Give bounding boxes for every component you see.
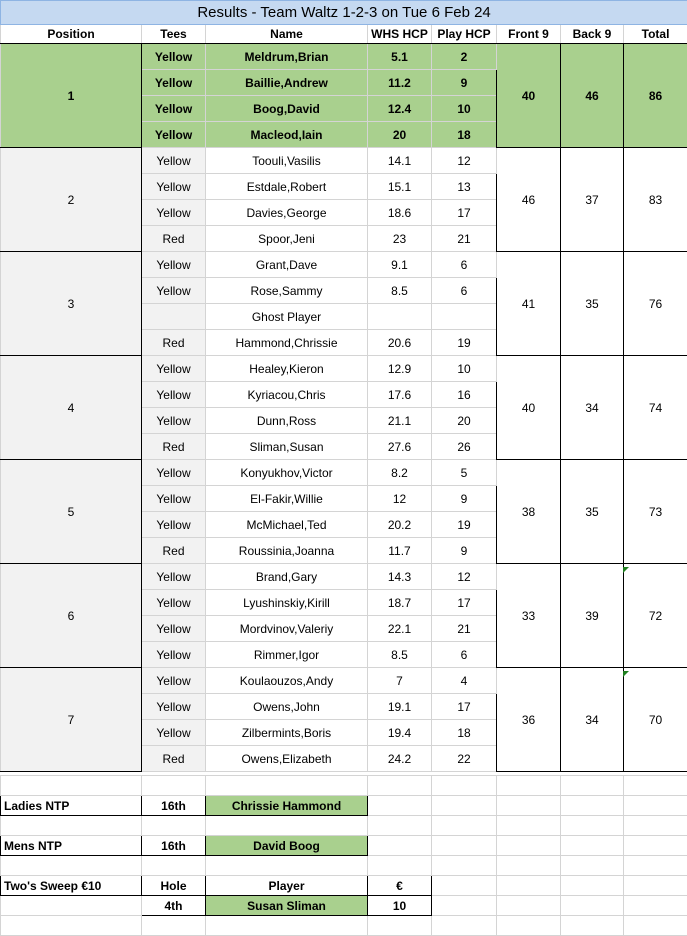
player-play-hcp[interactable]: 22 — [432, 746, 497, 772]
player-whs-hcp[interactable]: 7 — [368, 668, 432, 694]
team-position[interactable]: 1 — [1, 44, 142, 148]
player-play-hcp[interactable]: 9 — [432, 486, 497, 512]
player-play-hcp[interactable]: 10 — [432, 96, 497, 122]
player-play-hcp[interactable]: 5 — [432, 460, 497, 486]
player-tees[interactable]: Yellow — [142, 122, 206, 148]
player-tees[interactable]: Red — [142, 746, 206, 772]
player-whs-hcp[interactable]: 20 — [368, 122, 432, 148]
twos-sweep-amount[interactable]: 10 — [368, 896, 432, 916]
extras-table — [0, 775, 687, 936]
player-play-hcp[interactable]: 17 — [432, 200, 497, 226]
player-name[interactable]: Grant,Dave — [206, 252, 368, 278]
col-back9-header[interactable]: Back 9 — [561, 25, 624, 44]
player-tees[interactable]: Yellow — [142, 694, 206, 720]
team-total[interactable]: 83 — [624, 148, 687, 252]
col-total-header[interactable]: Total — [624, 25, 687, 44]
team-position[interactable]: 2 — [1, 148, 142, 252]
player-whs-hcp[interactable]: 11.2 — [368, 70, 432, 96]
player-row — [1, 44, 687, 70]
player-whs-hcp[interactable]: 19.4 — [368, 720, 432, 746]
player-name[interactable]: Kyriacou,Chris — [206, 382, 368, 408]
player-whs-hcp[interactable]: 5.1 — [368, 44, 432, 70]
team-front9[interactable]: 33 — [497, 564, 561, 668]
team-total[interactable]: 72 — [624, 564, 687, 668]
player-play-hcp[interactable]: 9 — [432, 538, 497, 564]
player-name[interactable]: Toouli,Vasilis — [206, 148, 368, 174]
player-name[interactable]: McMichael,Ted — [206, 512, 368, 538]
col-whs-hcp-header[interactable]: WHS HCP — [368, 25, 432, 44]
player-whs-hcp[interactable]: 27.6 — [368, 434, 432, 460]
player-tees[interactable]: Yellow — [142, 356, 206, 382]
ladies-ntp-hole[interactable]: 16th — [142, 796, 206, 816]
team-back9[interactable]: 37 — [561, 148, 624, 252]
ladies-ntp-row — [1, 796, 687, 816]
player-whs-hcp[interactable]: 9.1 — [368, 252, 432, 278]
player-tees[interactable]: Yellow — [142, 564, 206, 590]
team-back9[interactable]: 35 — [561, 460, 624, 564]
player-whs-hcp[interactable]: 11.7 — [368, 538, 432, 564]
twos-sweep-hole[interactable]: 4th — [142, 896, 206, 916]
player-whs-hcp[interactable]: 14.1 — [368, 148, 432, 174]
player-name[interactable]: Brand,Gary — [206, 564, 368, 590]
player-tees[interactable]: Yellow — [142, 200, 206, 226]
player-name[interactable]: Roussinia,Joanna — [206, 538, 368, 564]
player-play-hcp[interactable]: 21 — [432, 616, 497, 642]
twos-sweep-label[interactable]: Two's Sweep €10 — [1, 876, 142, 896]
team-total[interactable]: 73 — [624, 460, 687, 564]
player-name[interactable]: Owens,John — [206, 694, 368, 720]
player-tees[interactable]: Red — [142, 330, 206, 356]
player-play-hcp[interactable]: 6 — [432, 642, 497, 668]
player-whs-hcp[interactable]: 8.5 — [368, 278, 432, 304]
player-play-hcp[interactable]: 26 — [432, 434, 497, 460]
twos-sweep-header-row — [1, 876, 687, 896]
player-tees[interactable]: Yellow — [142, 616, 206, 642]
player-whs-hcp[interactable]: 19.1 — [368, 694, 432, 720]
player-tees[interactable]: Yellow — [142, 382, 206, 408]
col-tees-header[interactable]: Tees — [142, 25, 206, 44]
player-row — [1, 356, 687, 382]
player-play-hcp[interactable]: 6 — [432, 252, 497, 278]
team-back9[interactable]: 34 — [561, 668, 624, 772]
player-whs-hcp[interactable]: 20.2 — [368, 512, 432, 538]
col-position-header[interactable]: Position — [1, 25, 142, 44]
mens-ntp-winner[interactable]: David Boog — [206, 836, 368, 856]
team-back9[interactable]: 35 — [561, 252, 624, 356]
player-play-hcp[interactable]: 4 — [432, 668, 497, 694]
player-tees[interactable]: Yellow — [142, 278, 206, 304]
player-play-hcp[interactable]: 17 — [432, 590, 497, 616]
player-tees[interactable]: Yellow — [142, 512, 206, 538]
player-name[interactable]: Sliman,Susan — [206, 434, 368, 460]
player-name[interactable]: Owens,Elizabeth — [206, 746, 368, 772]
player-whs-hcp[interactable]: 24.2 — [368, 746, 432, 772]
player-name[interactable]: Spoor,Jeni — [206, 226, 368, 252]
team-front9[interactable]: 36 — [497, 668, 561, 772]
col-play-hcp-header[interactable]: Play HCP — [432, 25, 497, 44]
player-play-hcp[interactable]: 17 — [432, 694, 497, 720]
player-whs-hcp[interactable]: 22.1 — [368, 616, 432, 642]
player-whs-hcp[interactable]: 18.7 — [368, 590, 432, 616]
player-whs-hcp[interactable]: 8.5 — [368, 642, 432, 668]
team-position[interactable]: 7 — [1, 668, 142, 772]
team-position[interactable]: 4 — [1, 356, 142, 460]
player-play-hcp[interactable]: 20 — [432, 408, 497, 434]
player-tees[interactable]: Yellow — [142, 720, 206, 746]
player-tees[interactable]: Yellow — [142, 590, 206, 616]
player-tees[interactable]: Yellow — [142, 44, 206, 70]
mens-ntp-row — [1, 836, 687, 856]
team-position[interactable]: 6 — [1, 564, 142, 668]
player-whs-hcp[interactable]: 12.9 — [368, 356, 432, 382]
player-row — [1, 460, 687, 486]
player-play-hcp[interactable]: 12 — [432, 564, 497, 590]
twos-sweep-player[interactable]: Susan Sliman — [206, 896, 368, 916]
team-front9[interactable]: 41 — [497, 252, 561, 356]
player-tees[interactable]: Red — [142, 434, 206, 460]
player-name[interactable]: Macleod,Iain — [206, 122, 368, 148]
player-name[interactable]: Koulaouzos,Andy — [206, 668, 368, 694]
player-play-hcp[interactable] — [432, 304, 497, 330]
mens-ntp-label[interactable]: Mens NTP — [1, 836, 142, 856]
team-back9[interactable]: 39 — [561, 564, 624, 668]
player-whs-hcp[interactable]: 14.3 — [368, 564, 432, 590]
player-name[interactable]: Rimmer,Igor — [206, 642, 368, 668]
player-tees[interactable]: Yellow — [142, 148, 206, 174]
player-name[interactable]: Zilbermints,Boris — [206, 720, 368, 746]
player-name[interactable]: Ghost Player — [206, 304, 368, 330]
player-row — [1, 668, 687, 694]
player-name[interactable]: Boog,David — [206, 96, 368, 122]
player-whs-hcp[interactable]: 12 — [368, 486, 432, 512]
player-name[interactable]: Estdale,Robert — [206, 174, 368, 200]
player-row — [1, 252, 687, 278]
team-total[interactable]: 70 — [624, 668, 687, 772]
player-whs-hcp[interactable]: 8.2 — [368, 460, 432, 486]
team-position[interactable]: 5 — [1, 460, 142, 564]
mens-ntp-hole[interactable]: 16th — [142, 836, 206, 856]
player-tees[interactable]: Yellow — [142, 174, 206, 200]
player-play-hcp[interactable]: 2 — [432, 44, 497, 70]
player-name[interactable]: Healey,Kieron — [206, 356, 368, 382]
team-front9[interactable]: 40 — [497, 356, 561, 460]
col-front9-header[interactable]: Front 9 — [497, 25, 561, 44]
player-name[interactable]: Hammond,Chrissie — [206, 330, 368, 356]
player-whs-hcp[interactable]: 23 — [368, 226, 432, 252]
player-play-hcp[interactable]: 10 — [432, 356, 497, 382]
player-name[interactable]: Meldrum,Brian — [206, 44, 368, 70]
player-tees[interactable]: Yellow — [142, 408, 206, 434]
twos-sweep-row — [1, 896, 687, 916]
player-name[interactable]: Baillie,Andrew — [206, 70, 368, 96]
player-tees[interactable]: Red — [142, 538, 206, 564]
twos-sweep-player-header[interactable]: Player — [206, 876, 368, 896]
player-play-hcp[interactable]: 18 — [432, 720, 497, 746]
twos-sweep-amount-header[interactable]: € — [368, 876, 432, 896]
player-play-hcp[interactable]: 16 — [432, 382, 497, 408]
team-position[interactable]: 3 — [1, 252, 142, 356]
player-tees[interactable]: Yellow — [142, 96, 206, 122]
player-tees[interactable]: Yellow — [142, 486, 206, 512]
player-row — [1, 564, 687, 590]
team-total[interactable]: 76 — [624, 252, 687, 356]
team-back9[interactable]: 46 — [561, 44, 624, 148]
player-whs-hcp[interactable]: 20.6 — [368, 330, 432, 356]
player-tees[interactable]: Yellow — [142, 460, 206, 486]
player-tees[interactable]: Red — [142, 226, 206, 252]
player-play-hcp[interactable]: 9 — [432, 70, 497, 96]
player-tees[interactable]: Yellow — [142, 70, 206, 96]
player-whs-hcp[interactable]: 12.4 — [368, 96, 432, 122]
player-play-hcp[interactable]: 6 — [432, 278, 497, 304]
player-tees[interactable] — [142, 304, 206, 330]
comment-marker-icon[interactable] — [623, 671, 629, 677]
player-whs-hcp[interactable]: 17.6 — [368, 382, 432, 408]
player-play-hcp[interactable]: 12 — [432, 148, 497, 174]
sheet-title[interactable]: Results - Team Waltz 1-2-3 on Tue 6 Feb 24 — [1, 1, 687, 25]
comment-marker-icon[interactable] — [623, 567, 629, 573]
ladies-ntp-label[interactable]: Ladies NTP — [1, 796, 142, 816]
player-tees[interactable]: Yellow — [142, 642, 206, 668]
player-name[interactable]: Davies,George — [206, 200, 368, 226]
results-body — [1, 44, 687, 772]
player-name[interactable]: El-Fakir,Willie — [206, 486, 368, 512]
player-play-hcp[interactable]: 19 — [432, 330, 497, 356]
twos-sweep-hole-header[interactable]: Hole — [142, 876, 206, 896]
player-whs-hcp[interactable]: 18.6 — [368, 200, 432, 226]
player-play-hcp[interactable]: 18 — [432, 122, 497, 148]
team-back9[interactable]: 34 — [561, 356, 624, 460]
team-total[interactable]: 86 — [624, 44, 687, 148]
player-name[interactable]: Konyukhov,Victor — [206, 460, 368, 486]
ladies-ntp-winner[interactable]: Chrissie Hammond — [206, 796, 368, 816]
player-whs-hcp[interactable] — [368, 304, 432, 330]
player-row — [1, 148, 687, 174]
player-name[interactable]: Mordvinov,Valeriy — [206, 616, 368, 642]
player-play-hcp[interactable]: 13 — [432, 174, 497, 200]
team-front9[interactable]: 38 — [497, 460, 561, 564]
team-total[interactable]: 74 — [624, 356, 687, 460]
player-name[interactable]: Rose,Sammy — [206, 278, 368, 304]
player-whs-hcp[interactable]: 21.1 — [368, 408, 432, 434]
player-name[interactable]: Lyushinskiy,Kirill — [206, 590, 368, 616]
team-front9[interactable]: 40 — [497, 44, 561, 148]
team-front9[interactable]: 46 — [497, 148, 561, 252]
player-tees[interactable]: Yellow — [142, 252, 206, 278]
player-tees[interactable]: Yellow — [142, 668, 206, 694]
player-name[interactable]: Dunn,Ross — [206, 408, 368, 434]
col-name-header[interactable]: Name — [206, 25, 368, 44]
player-play-hcp[interactable]: 19 — [432, 512, 497, 538]
player-whs-hcp[interactable]: 15.1 — [368, 174, 432, 200]
header-row — [1, 25, 687, 44]
player-play-hcp[interactable]: 21 — [432, 226, 497, 252]
